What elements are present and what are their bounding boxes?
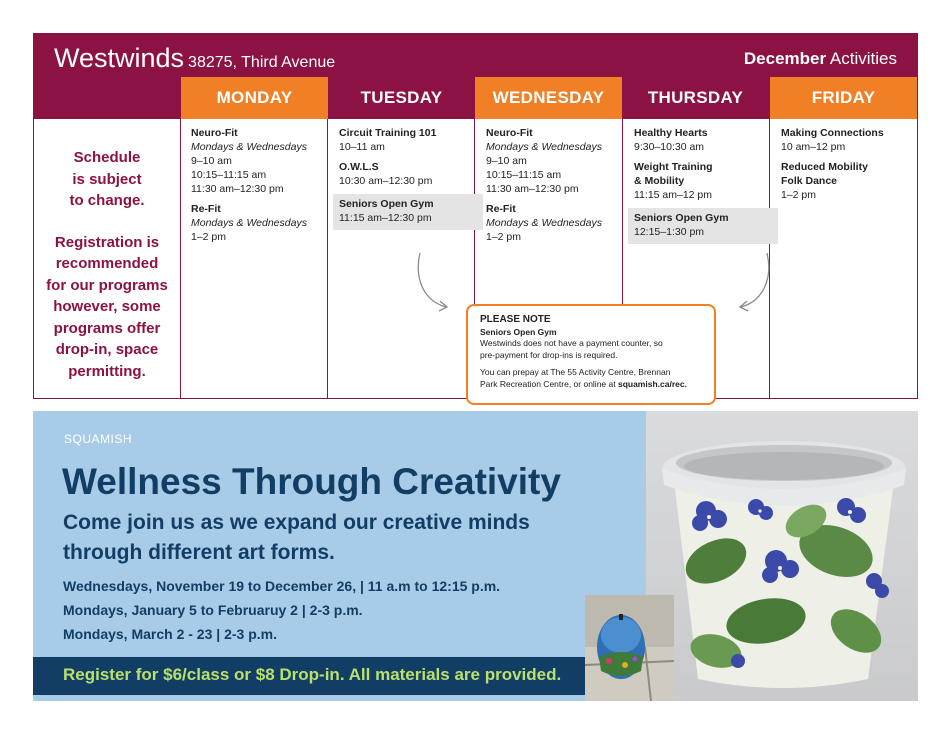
session-date: Mondays, March 2 - 23 | 2-3 p.m. xyxy=(63,626,277,642)
promo-subheadline xyxy=(63,508,643,568)
activity-time: 11:15 am–12 pm xyxy=(634,189,713,201)
activity-time: 1–2 pm xyxy=(781,189,817,201)
day-header-thursday: THURSDAY xyxy=(647,88,744,107)
note-text-part: Park Recreation Centre, or online at xyxy=(480,378,618,389)
activity-name: Neuro-Fit xyxy=(191,127,238,139)
please-note-callout xyxy=(466,304,716,405)
activity-seniors-open-gym xyxy=(628,208,778,244)
activity-neuro-fit xyxy=(191,126,331,196)
promo-dates xyxy=(63,574,500,646)
note-subheading: Seniors Open Gym xyxy=(480,326,557,337)
day-header-friday: FRIDAY xyxy=(770,77,917,119)
curved-arrow-icon xyxy=(410,249,460,314)
activity-time: 10:15–11:15 am xyxy=(486,169,562,181)
egg-illustration xyxy=(585,595,674,701)
notice-line: to change. xyxy=(69,192,145,209)
note-text: Westwinds does not have a payment counter, so xyxy=(480,338,663,348)
activity-owls xyxy=(339,160,479,188)
activity-name: Circuit Training 101 xyxy=(339,127,437,139)
activity-making-connections xyxy=(781,126,921,154)
activity-healthy-hearts xyxy=(634,126,774,154)
registration-text: Register for $6/class or $8 Drop-in. All materials are provided. xyxy=(63,665,562,684)
activity-time: 11:30 am–12:30 pm xyxy=(191,183,284,195)
website-link[interactable]: squamish.ca/rec. xyxy=(617,378,687,389)
curved-arrow-icon xyxy=(727,249,777,314)
note-text: pre-payment for drop-ins is required. xyxy=(480,349,618,360)
session-date: Wednesdays, November 19 to December 26, | 11 a.m to 12:15 p.m. xyxy=(63,578,501,594)
note-heading: PLEASE NOTE xyxy=(480,314,551,325)
activity-circuit-training xyxy=(339,126,479,154)
registration-line: for our programs xyxy=(46,276,168,294)
header-band xyxy=(34,34,917,119)
activity-weight-training xyxy=(634,160,774,202)
tuesday-activities xyxy=(339,126,479,236)
note-text: You can prepay at The 55 Activity Centre, Brennan xyxy=(480,367,671,377)
day-header-wednesday: WEDNESDAY xyxy=(475,77,622,119)
registration-line: however, some xyxy=(53,298,161,315)
activity-name: Making Connections xyxy=(781,127,884,139)
month-label xyxy=(744,49,897,69)
friday-activities xyxy=(781,126,921,208)
activity-name: Healthy Hearts xyxy=(634,127,708,139)
activity-time: 10–11 am xyxy=(339,141,385,153)
activity-days: Mondays & Wednesdays xyxy=(486,217,602,229)
activity-time: 11:15 am–12:30 pm xyxy=(339,212,432,224)
activity-name: Seniors Open Gym xyxy=(634,212,729,224)
registration-line: Registration is xyxy=(54,233,160,251)
activity-time: 9–10 am xyxy=(486,155,527,167)
activity-name: Weight Training xyxy=(634,161,713,173)
activity-days: Mondays & Wednesdays xyxy=(191,141,307,153)
schedule-notice xyxy=(34,119,180,399)
registration-line: recommended xyxy=(55,255,159,272)
activity-seniors-open-gym xyxy=(333,194,483,230)
activity-time: 9:30–10:30 am xyxy=(634,141,705,153)
activity-days: Mondays & Wednesdays xyxy=(486,141,602,153)
day-header-monday: MONDAY xyxy=(181,77,328,119)
painted-egg-photo xyxy=(585,595,674,701)
notice-line: is subject xyxy=(72,170,142,188)
activity-re-fit xyxy=(191,202,331,244)
activity-name: & Mobility xyxy=(634,175,685,187)
notice-line: Schedule xyxy=(73,149,141,166)
subheadline-line: Come join us as we expand our creative minds xyxy=(63,511,530,534)
activity-name: Neuro-Fit xyxy=(486,127,533,139)
column-divider xyxy=(180,119,181,399)
thursday-activities xyxy=(634,126,774,250)
activity-time: 9–10 am xyxy=(191,155,232,167)
activity-time: 1–2 pm xyxy=(191,231,227,243)
promo-headline: Wellness Through Creativity xyxy=(62,461,561,502)
month-suffix: Activities xyxy=(829,49,897,68)
activity-time: 12:15–1:30 pm xyxy=(634,226,705,238)
activity-folk-dance xyxy=(781,160,921,202)
activity-days: Mondays & Wednesdays xyxy=(191,217,307,229)
day-header-tuesday: TUESDAY xyxy=(360,88,443,107)
location-address: 38275, Third Avenue xyxy=(188,54,336,71)
month-name: December xyxy=(743,49,827,68)
page-title xyxy=(54,43,335,74)
wellness-promo-banner xyxy=(33,411,918,701)
wednesday-activities xyxy=(486,126,626,250)
activity-time: 1–2 pm xyxy=(486,231,522,243)
registration-line: programs offer xyxy=(53,319,161,337)
activity-time: 11:30 am–12:30 pm xyxy=(486,183,579,195)
registration-line: drop-in, space xyxy=(55,341,159,358)
brand-label: SQUAMISH xyxy=(64,432,133,446)
flower-pot-illustration xyxy=(646,411,918,701)
activity-time: 10:30 am–12:30 pm xyxy=(339,175,433,187)
note-text xyxy=(480,379,702,391)
activity-name: Seniors Open Gym xyxy=(339,198,434,210)
registration-bar xyxy=(33,657,585,695)
activity-name: Re-Fit xyxy=(486,203,516,215)
activity-time: 10 am–12 pm xyxy=(781,141,846,153)
session-date: Mondays, January 5 to Februaruy 2 | 2-3 p.m. xyxy=(63,602,363,618)
activity-neuro-fit xyxy=(486,126,626,196)
activity-name: Folk Dance xyxy=(781,175,838,187)
monday-activities xyxy=(191,126,331,250)
registration-line: permitting. xyxy=(68,362,146,380)
activity-time: 10:15–11:15 am xyxy=(191,169,267,181)
activity-name: O.W.L.S xyxy=(339,161,379,173)
painted-pot-photo xyxy=(646,411,918,701)
activity-name: Reduced Mobility xyxy=(781,161,868,173)
subheadline-line: through different art forms. xyxy=(63,541,335,564)
activity-name: Re-Fit xyxy=(191,203,221,215)
activity-re-fit xyxy=(486,202,626,244)
location-name: Westwinds xyxy=(54,43,185,73)
